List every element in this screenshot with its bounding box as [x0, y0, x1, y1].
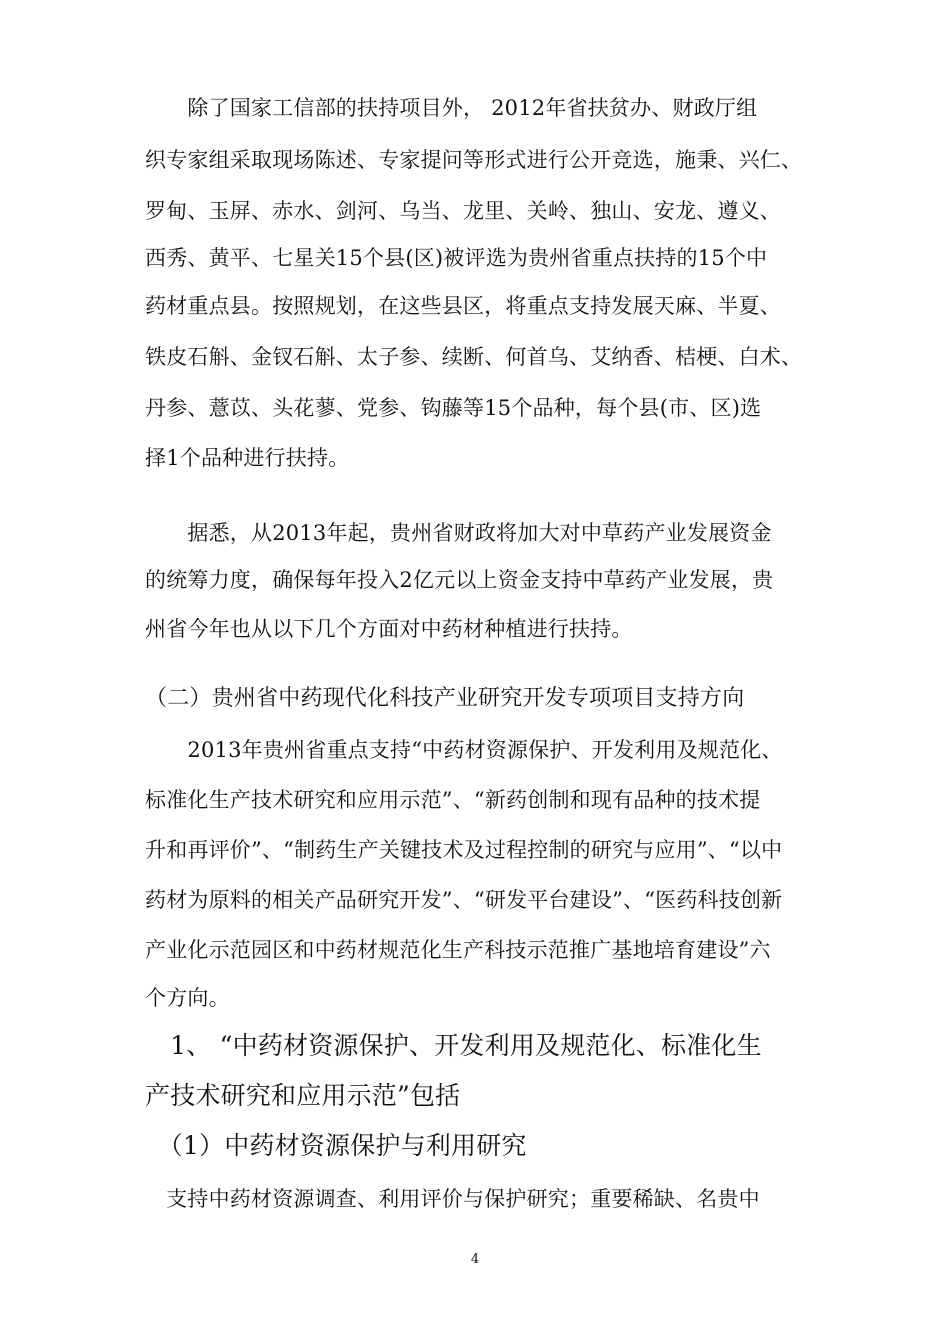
paragraph-2-line-3: 州省今年也从以下几个方面对中药材种植进行扶持。 — [145, 617, 633, 641]
paragraph-3-line-6: 个方向。 — [145, 986, 230, 1010]
paragraph-1-line-6: 铁皮石斛、金钗石斛、太子参、续断、何首乌、艾纳香、桔梗、白术、 — [145, 345, 803, 369]
subheading-1-line-1: 1、 “中药材资源保护、开发利用及规范化、标准化生 — [145, 1031, 762, 1060]
subheading-1-line-2: 产技术研究和应用示范”包括 — [145, 1081, 461, 1110]
paragraph-3-line-4: 药材为原料的相关产品研究开发”、“研发平台建设”、“医药科技创新 — [145, 888, 783, 912]
paragraph-3-line-1: 2013年贵州省重点支持“中药材资源保护、开发利用及规范化、 — [145, 738, 783, 762]
paragraph-3-line-2: 标准化生产技术研究和应用示范”、“新药创制和现有品种的技术提 — [145, 788, 761, 812]
paragraph-2-line-2: 的统筹力度，确保每年投入2亿元以上资金支持中草药产业发展，贵 — [145, 568, 774, 592]
paragraph-1-line-5: 药材重点县。按照规划，在这些县区，将重点支持发展天麻、半夏、 — [145, 294, 781, 318]
page-number: 4 — [470, 1252, 480, 1267]
paragraph-1-line-2: 织专家组采取现场陈述、专家提问等形式进行公开竞选，施秉、兴仁、 — [145, 148, 803, 172]
paragraph-4-line-1: 支持中药材资源调查、利用评价与保护研究；重要稀缺、名贵中 — [145, 1187, 760, 1211]
paragraph-1-line-3: 罗甸、玉屏、赤水、剑河、乌当、龙里、关岭、独山、安龙、遵义、 — [145, 199, 781, 223]
section-heading: （二）贵州省中药现代化科技产业研究开发专项项目支持方向 — [145, 686, 745, 711]
paragraph-1-line-4: 西秀、黄平、七星关15个县(区)被评选为贵州省重点扶持的15个中 — [145, 246, 768, 270]
paragraph-3-line-3: 升和再评价”、“制药生产关键技术及过程控制的研究与应用”、“以中 — [145, 838, 783, 862]
subheading-1-1: （1）中药材资源保护与利用研究 — [145, 1131, 527, 1160]
paragraph-1-line-8: 择1个品种进行扶持。 — [145, 446, 350, 470]
paragraph-1-line-7: 丹参、薏苡、头花蓼、党参、钩藤等15个品种，每个县(市、区)选 — [145, 396, 762, 420]
paragraph-3-line-5: 产业化示范园区和中药材规范化生产科技示范推广基地培育建设”六 — [145, 938, 771, 962]
paragraph-1-line-1: 除了国家工信部的扶持项目外， 2012年省扶贫办、财政厅组 — [145, 96, 758, 120]
paragraph-2-line-1: 据悉，从2013年起，贵州省财政将加大对中草药产业发展资金 — [145, 521, 772, 545]
